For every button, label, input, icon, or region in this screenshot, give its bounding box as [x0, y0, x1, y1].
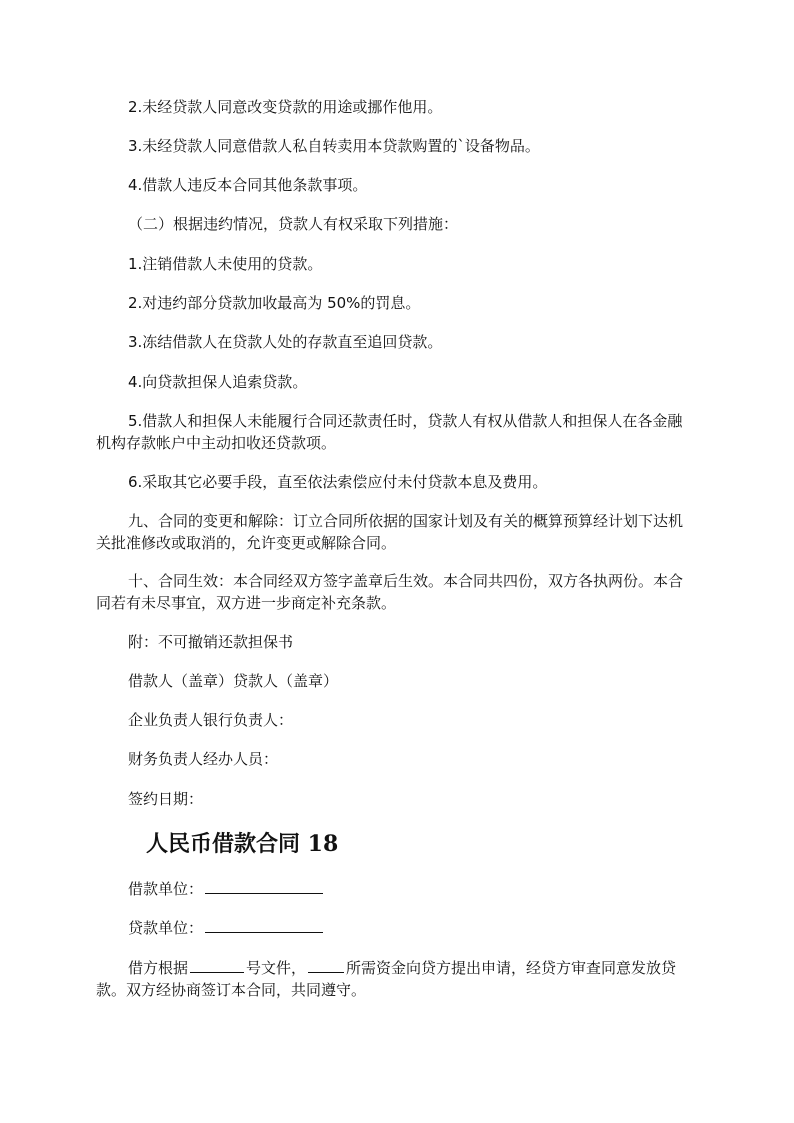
paragraph: 企业负责人银行负责人： [128, 711, 294, 729]
paragraph: 4.借款人违反本合同其他条款事项。 [128, 176, 368, 194]
application-text-1: 借方根据 [128, 959, 189, 977]
lender-line [96, 916, 696, 939]
purpose-blank [308, 956, 344, 973]
borrower-line [96, 877, 696, 900]
paragraph: 3.未经贷款人同意借款人私自转卖用本贷款购置的`设备物品。 [128, 137, 540, 155]
paragraph: 6.采取其它必要手段，直至依法索偿应付未付贷款本息及费用。 [128, 473, 548, 491]
paragraph: （二）根据违约情况，贷款人有权采取下列措施： [128, 215, 459, 233]
application-paragraph [96, 956, 696, 1001]
lender-label: 贷款单位： [128, 919, 204, 937]
paragraph: 附：不可撤销还款担保书 [128, 633, 294, 651]
borrower-label: 借款单位： [128, 880, 204, 898]
paragraph: 5.借款人和担保人未能履行合同还款责任时，贷款人有权从借款人和担保人在各金融机构存款帐户中主动扣收还贷款项。 [96, 412, 683, 452]
contract-heading: 人民币借款合同 18 [146, 831, 339, 857]
application-text-2: 号文件， [246, 959, 307, 977]
paragraph: 3.冻结借款人在贷款人处的存款直至追回贷款。 [128, 333, 443, 351]
paragraph: 财务负责人经办人员： [128, 750, 279, 768]
paragraph: 2.未经贷款人同意改变贷款的用途或挪作他用。 [128, 98, 443, 116]
paragraph: 签约日期： [128, 790, 204, 808]
application-text-3: 所需资金向贷方提出申请，经贷方审查同意发放贷款。双方经协商签订本合同，共同遵守。 [96, 959, 677, 999]
borrower-blank [205, 877, 323, 894]
lender-blank [205, 916, 323, 933]
paragraph: 4.向贷款担保人追索贷款。 [128, 373, 308, 391]
paragraph: 2.对违约部分贷款加收最高为 50%的罚息。 [128, 294, 421, 312]
paragraph: 九、合同的变更和解除：订立合同所依据的国家计划及有关的概算预算经计划下达机关批准修改或取消的，允许变更或解除合同。 [96, 512, 684, 552]
document-number-blank [190, 956, 244, 973]
paragraph: 十、合同生效：本合同经双方签字盖章后生效。本合同共四份，双方各执两份。本合同若有未尽事宜，双方进一步商定补充条款。 [96, 572, 684, 612]
paragraph: 借款人（盖章）贷款人（盖章） [128, 672, 339, 690]
paragraph: 1.注销借款人未使用的贷款。 [128, 255, 323, 273]
